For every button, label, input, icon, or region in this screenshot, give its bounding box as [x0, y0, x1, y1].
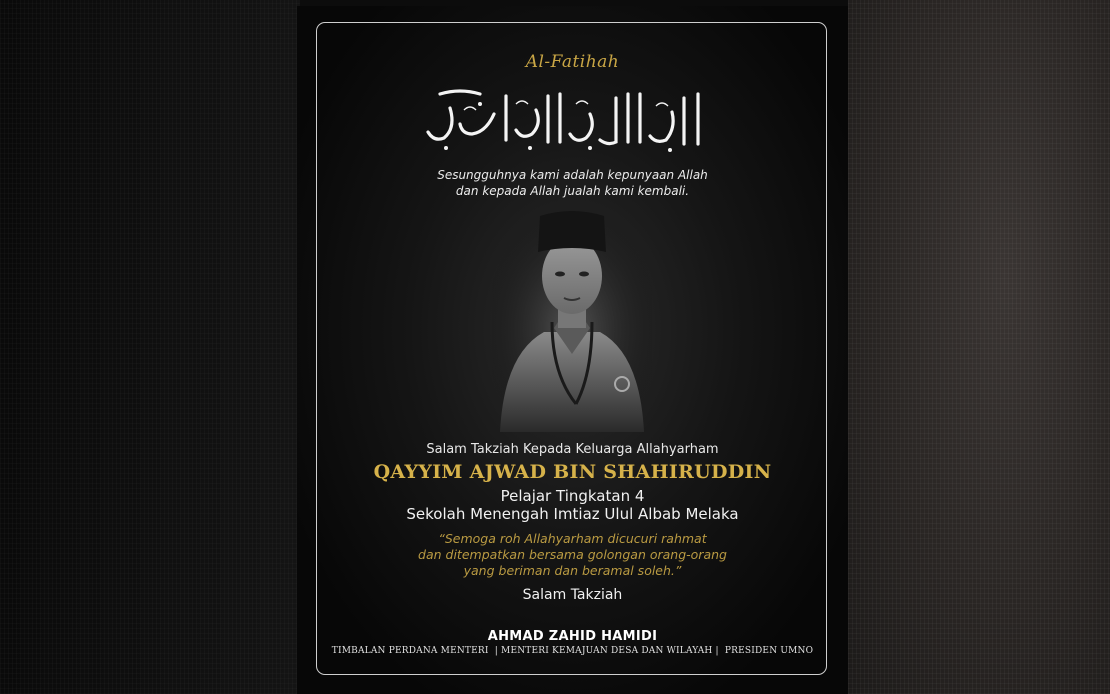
school-name: Sekolah Menengah Imtiaz Ulul Albab Melaka	[406, 505, 739, 523]
arabic-calligraphy	[420, 84, 720, 154]
background-right	[848, 0, 1110, 694]
prayer-text	[297, 531, 848, 579]
prayer-line-1: “Semoga roh Allahyarham dicucuri rahmat	[438, 531, 707, 546]
al-fatihah-title: Al-Fatihah	[525, 52, 620, 72]
prayer-line-2: dan ditempatkan bersama golongan orang-orang	[418, 547, 727, 562]
signatory-titles: TIMBALAN PERDANA MENTERI | MENTERI KEMAJUAN DESA DAN WILAYAH | PRESIDEN UMNO	[331, 646, 814, 656]
closing-text: Salam Takziah	[522, 587, 623, 603]
translation-line-2: dan kepada Allah jualah kami kembali.	[455, 184, 690, 198]
student-level: Pelajar Tingkatan 4	[500, 487, 645, 505]
prayer-line-3: yang beriman dan beramal soleh.”	[463, 563, 682, 578]
translation-text	[297, 167, 848, 199]
translation-line-1: Sesungguhnya kami adalah kepunyaan Allah	[437, 168, 708, 182]
deceased-name: QAYYIM AJWAD BIN SHAHIRUDDIN	[373, 461, 772, 483]
deceased-portrait	[492, 204, 652, 432]
background-left	[0, 0, 300, 694]
condolence-greeting: Salam Takziah Kepada Keluarga Allahyarham	[426, 442, 719, 457]
signatory-name: AHMAD ZAHID HAMIDI	[487, 629, 658, 644]
